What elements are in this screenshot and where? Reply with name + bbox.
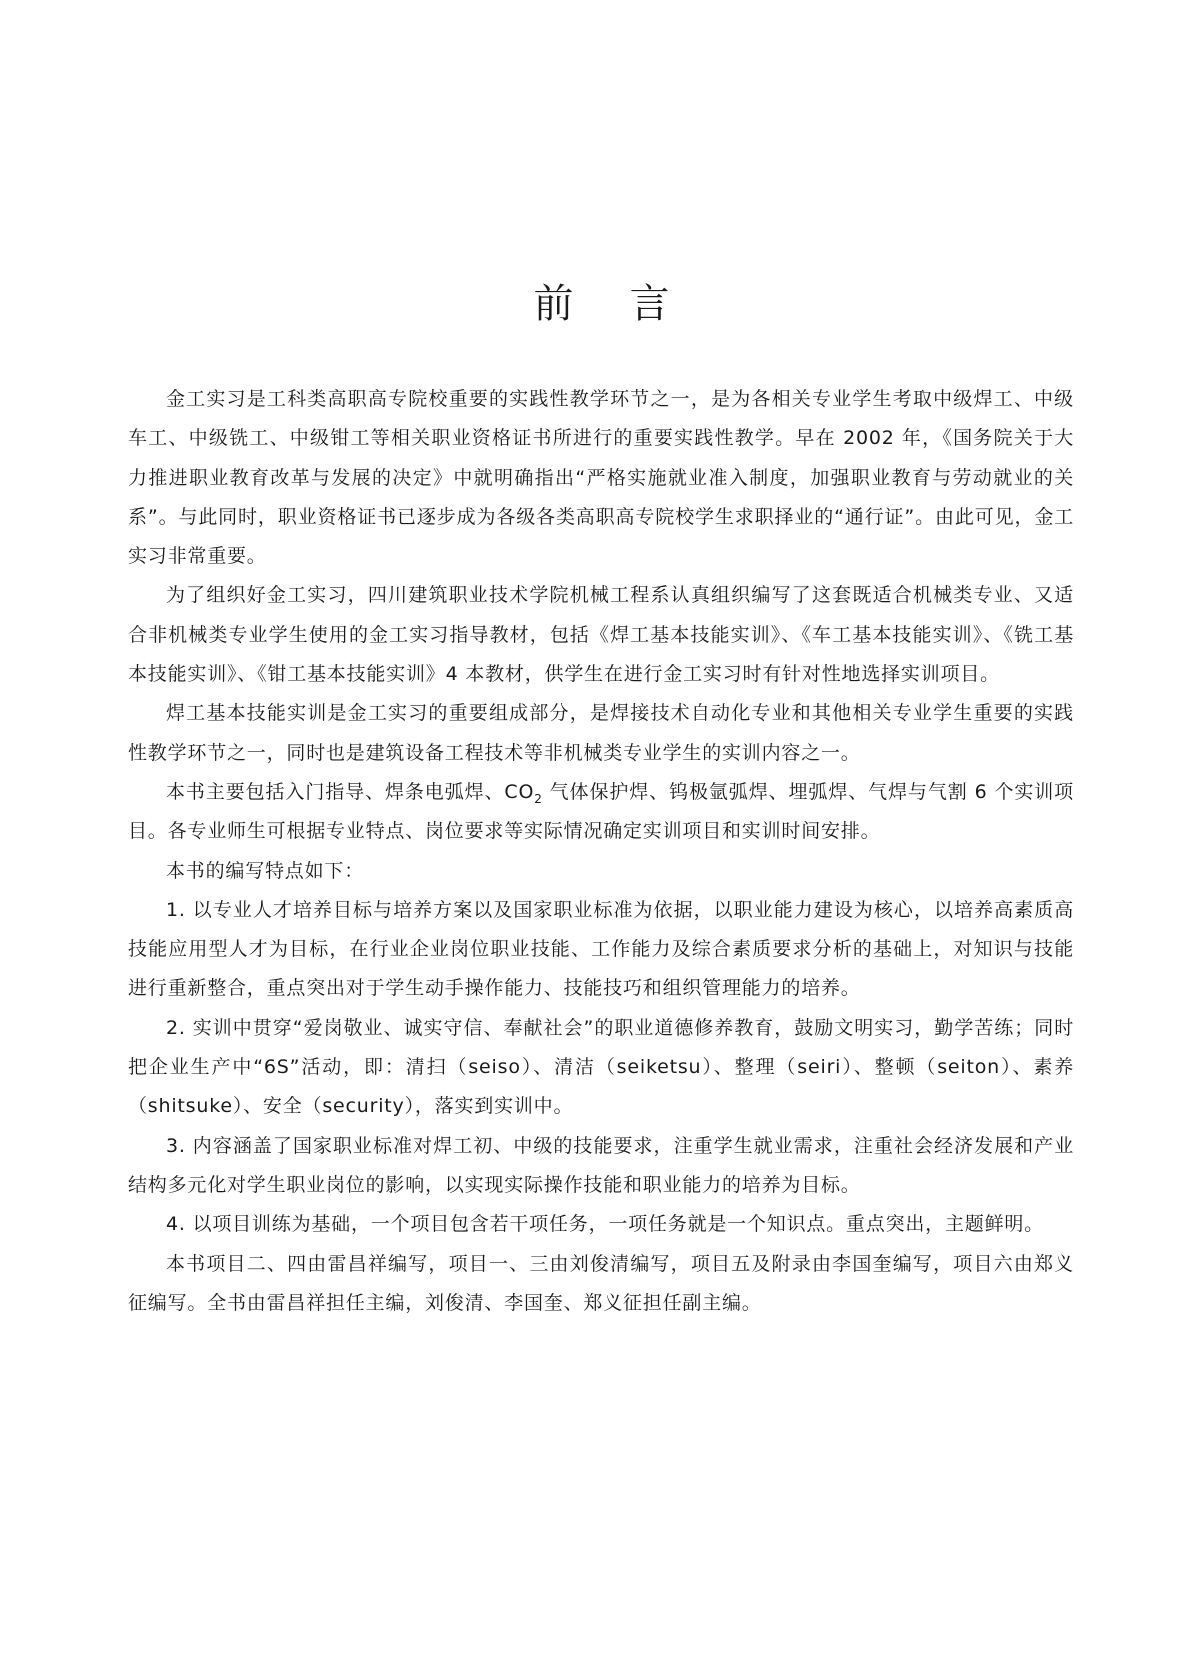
paragraph-intro: 金工实习是工科类高职高专院校重要的实践性教学环节之一，是为各相关专业学生考取中级焊工、中级车工、中级铣工、中级钳工等相关职业资格证书所进行的重要实践性教学。早在 2002 年，《国务院关于大力推进职业教育改革与发展的决定》中就明确指出“严格实施就业准入制度，加强职业教育与劳动就业的关系”。与此同时，职业资格证书已逐步成为各级各类高职高专院校学生求职择业的“通行证”。由此可见，金工实习非常重要。: [128, 388, 1074, 568]
paragraph-authors: 本书项目二、四由雷昌祥编写，项目一、三由刘俊清编写，项目五及附录由李国奎编写，项目六由郑义征编写。全书由雷昌祥担任主编，刘俊清、李国奎、郑义征担任副主编。: [128, 1252, 1074, 1314]
preface-body: [128, 380, 1074, 1323]
paragraph-feature-1: 1. 以专业人才培养目标与培养方案以及国家职业标准为依据，以职业能力建设为核心，以培养高素质高技能应用型人才为目标，在行业企业岗位职业技能、工作能力及综合素质要求分析的基础上，对知识与技能进行重新整合，重点突出对于学生动手操作能力、技能技巧和组织管理能力的培养。: [128, 898, 1074, 1000]
contents-text-after: 气体保护焊、钨极氩弧焊、埋弧焊、气焊与气割 6 个实训项目。各专业师生可根据专业特点、岗位要求等实际情况确定实训项目和实训时间安排。: [128, 780, 1074, 843]
contents-text-before: 本书主要包括入门指导、焊条电弧焊、CO: [166, 780, 535, 803]
paragraph-features-heading: 本书的编写特点如下：: [166, 859, 365, 882]
page-title: 前言: [533, 280, 726, 327]
paragraph-contents: [128, 773, 1074, 852]
co2-subscript: 2: [534, 791, 543, 806]
paragraph-feature-3: 3. 内容涵盖了国家职业标准对焊工初、中级的技能要求，注重学生就业需求，注重社会经济发展和产业结构多元化对学生职业岗位的影响，以实现实际操作技能和职业能力的培养为目标。: [128, 1134, 1074, 1196]
paragraph-feature-4: 4. 以项目训练为基础，一个项目包含若干项任务，一项任务就是一个知识点。重点突出，主题鲜明。: [166, 1213, 1044, 1236]
paragraph-feature-2: 2. 实训中贯穿“爱岗敬业、诚实守信、奉献社会”的职业道德修养教育，鼓励文明实习，勤学苦练；同时把企业生产中“6S”活动，即：清扫（seiso）、清洁（seiketsu）、整理（seiri）、整顿（seiton）、素养（shitsuke）、安全（security），落实到实训中。: [128, 1016, 1074, 1118]
paragraph-textbook-series: 为了组织好金工实习，四川建筑职业技术学院机械工程系认真组织编写了这套既适合机械类专业、又适合非机械类专业学生使用的金工实习指导教材，包括《焊工基本技能实训》、《车工基本技能实训》、《铣工基本技能实训》、《钳工基本技能实训》4 本教材，供学生在进行金工实习时有针对性地选择实训项目。: [128, 584, 1074, 686]
paragraph-welding-training: 焊工基本技能实训是金工实习的重要组成部分，是焊接技术自动化专业和其他相关专业学生重要的实践性教学环节之一，同时也是建筑设备工程技术等非机械类专业学生的实训内容之一。: [128, 702, 1074, 764]
